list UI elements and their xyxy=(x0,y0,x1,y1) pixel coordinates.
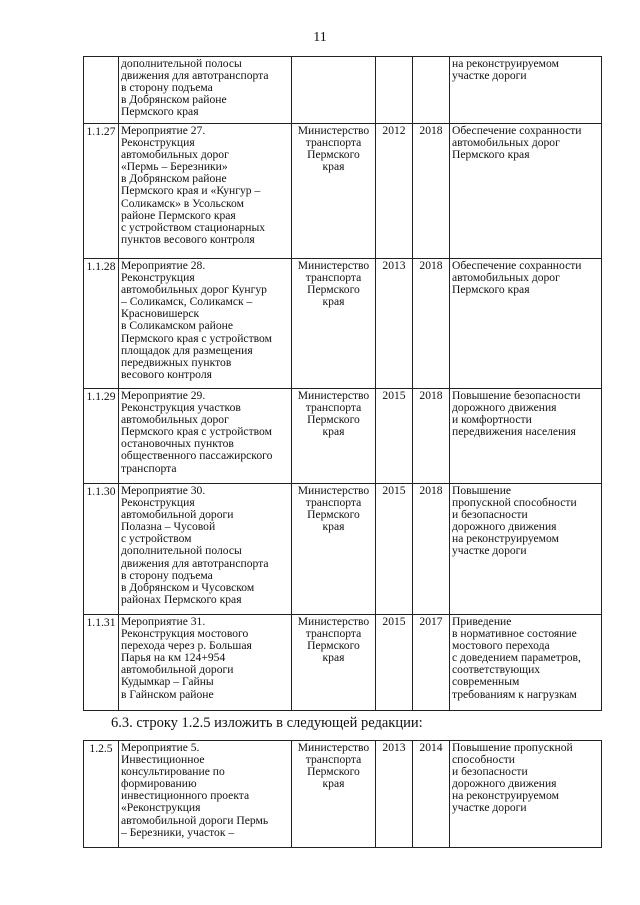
section-heading: 6.3. строку 1.2.5 изложить в следующей редакции: xyxy=(111,715,423,731)
measure-description: Мероприятие 29. Реконструкция участков автомобильных дорог Пермского края с устройством остановочных пунктов общественного пассажирского транспорта xyxy=(119,389,292,484)
table-row xyxy=(84,124,602,259)
measures-table xyxy=(83,56,602,711)
measures-table-amended xyxy=(83,740,602,848)
end-year: 2018 xyxy=(413,389,450,484)
row-number: 1.1.31 xyxy=(84,615,119,711)
row-number: 1.2.5 xyxy=(84,741,119,848)
end-year: 2017 xyxy=(413,615,450,711)
executor: Министерство транспорта Пермского края xyxy=(292,615,376,711)
table-row xyxy=(84,484,602,615)
table-row xyxy=(84,741,602,848)
end-year: 2018 xyxy=(413,259,450,389)
executor: Министерство транспорта Пермского края xyxy=(292,484,376,615)
expected-result: Обеспечение сохранности автомобильных дорог Пермского края xyxy=(450,124,602,259)
row-number xyxy=(84,57,119,124)
row-number: 1.1.28 xyxy=(84,259,119,389)
expected-result: Повышение пропускной способности и безопасности дорожного движения на реконструируемом участке дороги xyxy=(450,484,602,615)
start-year: 2013 xyxy=(376,741,413,848)
measure-description: дополнительной полосы движения для автотранспорта в сторону подъема в Добрянском районе Пермского края xyxy=(119,57,292,124)
end-year xyxy=(413,57,450,124)
start-year: 2015 xyxy=(376,389,413,484)
expected-result: Повышение безопасности дорожного движения и комфортности передвижения населения xyxy=(450,389,602,484)
table-row xyxy=(84,259,602,389)
measure-description: Мероприятие 30. Реконструкция автомобильной дороги Полазна – Чусовой с устройством дополнительной полосы движения для автотранспорта в сторону подъема в Добрянском и Чусовском районах Пермского края xyxy=(119,484,292,615)
executor xyxy=(292,57,376,124)
end-year: 2014 xyxy=(413,741,450,848)
measure-description: Мероприятие 31. Реконструкция мостового перехода через р. Большая Парья на км 124+954 автомобильной дороги Кудымкар – Гайны в Гайнском районе xyxy=(119,615,292,711)
table-row xyxy=(84,615,602,711)
row-number: 1.1.27 xyxy=(84,124,119,259)
row-number: 1.1.30 xyxy=(84,484,119,615)
end-year: 2018 xyxy=(413,484,450,615)
executor: Министерство транспорта Пермского края xyxy=(292,259,376,389)
executor: Министерство транспорта Пермского края xyxy=(292,124,376,259)
start-year: 2015 xyxy=(376,484,413,615)
expected-result: Обеспечение сохранности автомобильных дорог Пермского края xyxy=(450,259,602,389)
executor: Министерство транспорта Пермского края xyxy=(292,741,376,848)
table-row xyxy=(84,389,602,484)
end-year: 2018 xyxy=(413,124,450,259)
measure-description: Мероприятие 5. Инвестиционное консультирование по формированию инвестиционного проекта «Реконструкция автомобильной дороги Пермь – Березники, участок – xyxy=(119,741,292,848)
expected-result: Повышение пропускной способности и безопасности дорожного движения на реконструируемом участке дороги xyxy=(450,741,602,848)
start-year xyxy=(376,57,413,124)
measure-description: Мероприятие 27. Реконструкция автомобильных дорог «Пермь – Березники» в Добрянском районе Пермского края и «Кунгур – Соликамск» в Усольском районе Пермского края с устройством стационарных пунктов весового контроля xyxy=(119,124,292,259)
row-number: 1.1.29 xyxy=(84,389,119,484)
executor: Министерство транспорта Пермского края xyxy=(292,389,376,484)
start-year: 2015 xyxy=(376,615,413,711)
start-year: 2013 xyxy=(376,259,413,389)
page-number: 11 xyxy=(313,30,327,45)
expected-result: на реконструируемом участке дороги xyxy=(450,57,602,124)
expected-result: Приведение в нормативное состояние мостового перехода с доведением параметров, соответствующих современным требованиям к нагрузкам xyxy=(450,615,602,711)
table-row xyxy=(84,57,602,124)
start-year: 2012 xyxy=(376,124,413,259)
measure-description: Мероприятие 28. Реконструкция автомобильных дорог Кунгур – Соликамск, Соликамск – Красновишерск в Соликамском районе Пермского края с устройством площадок для размещения передвижных пунктов весового контроля xyxy=(119,259,292,389)
